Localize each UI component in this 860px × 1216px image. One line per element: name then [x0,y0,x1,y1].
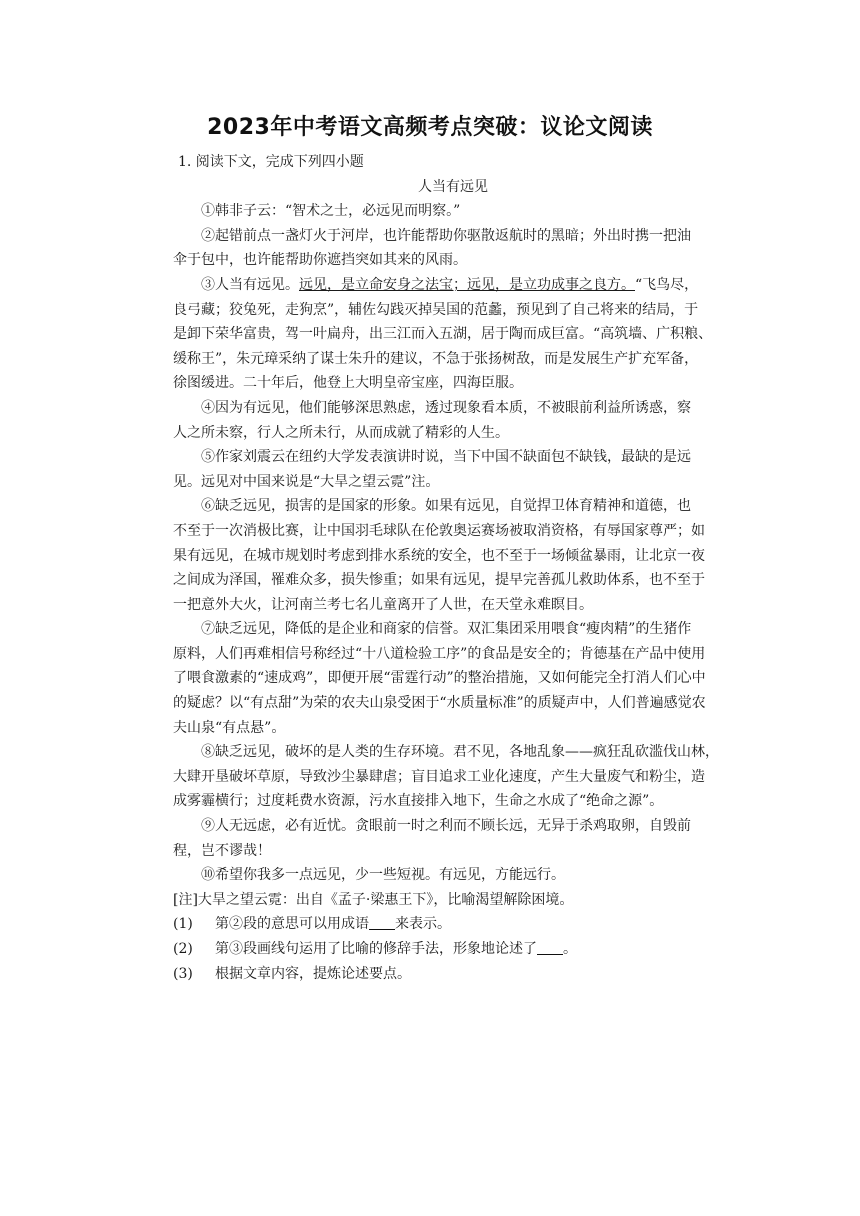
paragraph-5-line: ⑤作家刘震云在纽约大学发表演讲时说，当下中国不缺面包不缺钱，最缺的是远 [201,449,691,466]
paragraph-6-line: 之间成为泽国，罹难众多，损失惨重；如果有远见，提早完善孤儿救助体系，也不至于 [173,572,705,589]
article-title: 人当有远见 [418,178,488,195]
paragraph-2-line: ②起错前点一盏灯火于河岸，也许能帮助你驱散返航时的黑暗；外出时携一把油 [201,227,691,244]
paragraph-3-line: 良弓藏；狡兔死，走狗烹”，辅佐勾践灭掉吴国的范蠡，预见到了自己将来的结局，于 [173,301,699,318]
paragraph-3-line: 是卸下荣华富贵，驾一叶扁舟，出三江而入五湖，居于陶而成巨富。“高筑墙、广积粮、 [173,326,713,343]
page-title: 2023年中考语文高频考点突破：议论文阅读 [207,115,653,140]
underlined-sentence: 远见，是立命安身之法宝；远见，是立功成事之良方。 [299,276,635,293]
paragraph-7-line: 夫山泉“有点悬”。 [173,719,286,736]
paragraph-9-line: 程，岂不谬哉！ [173,842,271,859]
answer-blank[interactable] [537,940,563,955]
paragraph-7-line: 原料，人们再难相信号称经过“十八道检验工序”的食品是安全的；肯德基在产品中使用 [173,645,706,662]
paragraph-3-line [173,273,733,298]
question-number: (2) [173,941,193,957]
question-text: 来表示。 [395,916,451,933]
paragraph-6-line: 一把意外大火，让河南兰考七名儿童离开了人世，在天堂永难瞑目。 [173,596,593,613]
paragraph-3-line: 缓称王”，朱元璋采纳了谋士朱升的建议，不急于张扬树敌，而是发展生产扩充军备， [173,350,699,367]
paragraph-9-line: ⑨人无远虑，必有近忧。贪眼前一时之利而不顾长远，无异于杀鸡取卵，自毁前 [201,818,691,835]
footnote: [注]大旱之望云霓：出自《孟子·梁惠王下》，比喻渴望解除困境。 [173,891,574,908]
paragraph-3-text: ③人当有远见。 [201,276,299,293]
document-body [173,150,733,986]
question-text: 第③段画线句运用了比喻的修辞手法，形象地论述了 [215,941,537,957]
paragraph-1: ①韩非子云：“智术之士，必远见而明察。” [201,203,461,220]
paragraph-4-line: ④因为有远见，他们能够深思熟虑，透过现象看本质，不被眼前利益所诱惑，察 [201,399,691,416]
question-header: 1. 阅读下文，完成下列四小题 [178,154,364,170]
question-text: 根据文章内容，提炼论述要点。 [215,965,411,982]
paragraph-5-line: 见。远见对中国来说是“大旱之望云霓”注。 [173,473,440,490]
paragraph-6-line: ⑥缺乏远见，损害的是国家的形象。如果有远见，自觉捍卫体育精神和道德，也 [201,498,691,515]
question-number: (1) [173,916,193,933]
paragraph-8-line: ⑧缺乏远见，破坏的是人类的生存环境。君不见，各地乱象——疯狂乱砍滥伐山林， [201,744,719,761]
paragraph-7-line: 的疑虑？以“有点甜”为荣的农夫山泉受困于“水质量标准”的质疑声中，人们普遍感觉农 [173,695,706,712]
question-text: 第②段的意思可以用成语 [215,916,369,933]
question-3 [173,962,733,987]
paragraph-7-line: 了喂食激素的“速成鸡”，即便开展“雷霆行动”的整治措施，又如何能完全打消人们心中 [173,670,706,687]
paragraph-6-line: 果有远见，在城市规划时考虑到排水系统的安全，也不至于一场倾盆暴雨，让北京一夜 [173,547,705,564]
paragraph-3-text: “飞鸟尽， [635,276,699,293]
question-number: (3) [173,965,193,982]
paragraph-4-line: 人之所未察，行人之所未行，从而成就了精彩的人生。 [173,424,509,441]
question-1 [173,912,733,937]
paragraph-3-line: 徐图缓进。二十年后，他登上大明皇帝宝座，四海臣服。 [173,375,523,392]
question-2 [173,937,733,962]
paragraph-6-line: 不至于一次消极比赛，让中国羽毛球队在伦敦奥运赛场被取消资格，有辱国家尊严；如 [173,522,705,539]
paragraph-7-line: ⑦缺乏远见，降低的是企业和商家的信誉。双汇集团采用喂食“瘦肉精”的生猪作 [201,621,692,638]
paragraph-2-line: 伞于包中，也许能帮助你遮挡突如其来的风雨。 [173,252,467,269]
paragraph-8-line: 成雾霾横行；过度耗费水资源，污水直接排入地下，生命之水成了“绝命之源”。 [173,793,664,810]
answer-blank[interactable] [369,915,395,930]
paragraph-8-line: 大肆开垦破坏草原，导致沙尘暴肆虐；盲目追求工业化速度，产生大量废气和粉尘，造 [173,768,705,785]
question-text: 。 [563,941,577,957]
paragraph-10: ⑩希望你我多一点远见，少一些短视。有远见，方能远行。 [201,867,565,884]
